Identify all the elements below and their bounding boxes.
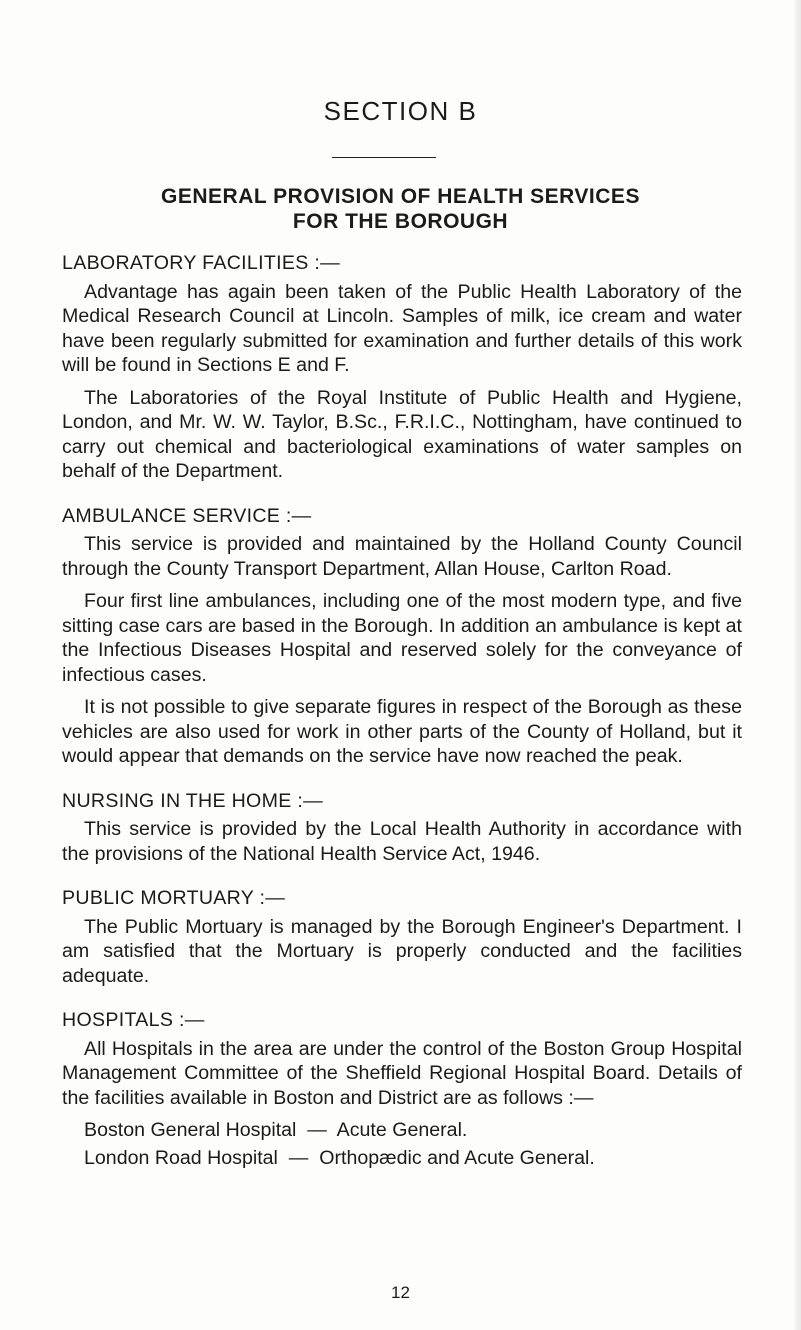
hospital-list-item: Boston General Hospital — Acute General. <box>84 1119 468 1141</box>
hospital-list-item: London Road Hospital — Orthopædic and Acute General. <box>84 1146 595 1169</box>
section-heading: NURSING IN THE HOME :— <box>62 789 323 812</box>
section-laboratory-facilities <box>62 251 742 484</box>
section-heading: LABORATORY FACILITIES :— <box>62 252 340 274</box>
section-title: SECTION B <box>323 96 478 126</box>
main-heading-line-1: GENERAL PROVISION OF HEALTH SERVICES <box>161 185 640 208</box>
paragraph: This service is provided by the Local Health Authority in accordance with the provisions of the National Health Service Act, 1946. <box>62 818 742 865</box>
page-number: 12 <box>391 1283 410 1302</box>
paragraph: The Public Mortuary is managed by the Borough Engineer's Department. I am satisfied that the Mortuary is properly conducted and the facilities adequate. <box>62 915 742 987</box>
main-heading <box>0 184 801 234</box>
section-public-mortuary <box>62 886 742 988</box>
title-divider <box>332 157 436 158</box>
main-heading-line-2: FOR THE BOROUGH <box>292 210 509 233</box>
paragraph: Advantage has again been taken of the Public Health Laboratory of the Medical Research Council at Lincoln. Samples of milk, ice cream and water have been regularly submitted for examination and further details of this work will be found in Sections E and F. <box>62 280 742 376</box>
paragraph: It is not possible to give separate figures in respect of the Borough as these vehicles are also used for work in other parts of the County of Holland, but it would appear that demands on the service have now reached the peak. <box>62 696 742 767</box>
section-heading: AMBULANCE SERVICE :— <box>62 504 312 527</box>
section-hospitals <box>62 1008 742 1170</box>
section-heading: PUBLIC MORTUARY :— <box>62 887 286 909</box>
paragraph: This service is provided and maintained by the Holland County Council through the County Transport Department, Allan House, Carlton Road. <box>62 533 742 580</box>
section-heading: HOSPITALS :— <box>62 1009 205 1031</box>
document-body <box>62 251 742 1170</box>
paragraph: Four first line ambulances, including one of the most modern type, and five sitting case cars are based in the Borough. In addition an ambulance is kept at the Infectious Diseases Hospital and reserved solely for the conveyance of infectious cases. <box>62 590 742 686</box>
section-ambulance-service <box>62 504 742 769</box>
paragraph: All Hospitals in the area are under the control of the Boston Group Hospital Management Committee of the Sheffield Regional Hospital Board. Details of the facilities available in Boston and District are as follows :— <box>62 1037 742 1109</box>
section-nursing-in-the-home <box>62 789 742 867</box>
paragraph: The Laboratories of the Royal Institute of Public Health and Hygiene, London, and Mr. W. W. Taylor, B.Sc., F.R.I.C., Nottingham, have continued to carry out chemical and bacteriological examinations of water samples on behalf of the Department. <box>62 386 742 482</box>
